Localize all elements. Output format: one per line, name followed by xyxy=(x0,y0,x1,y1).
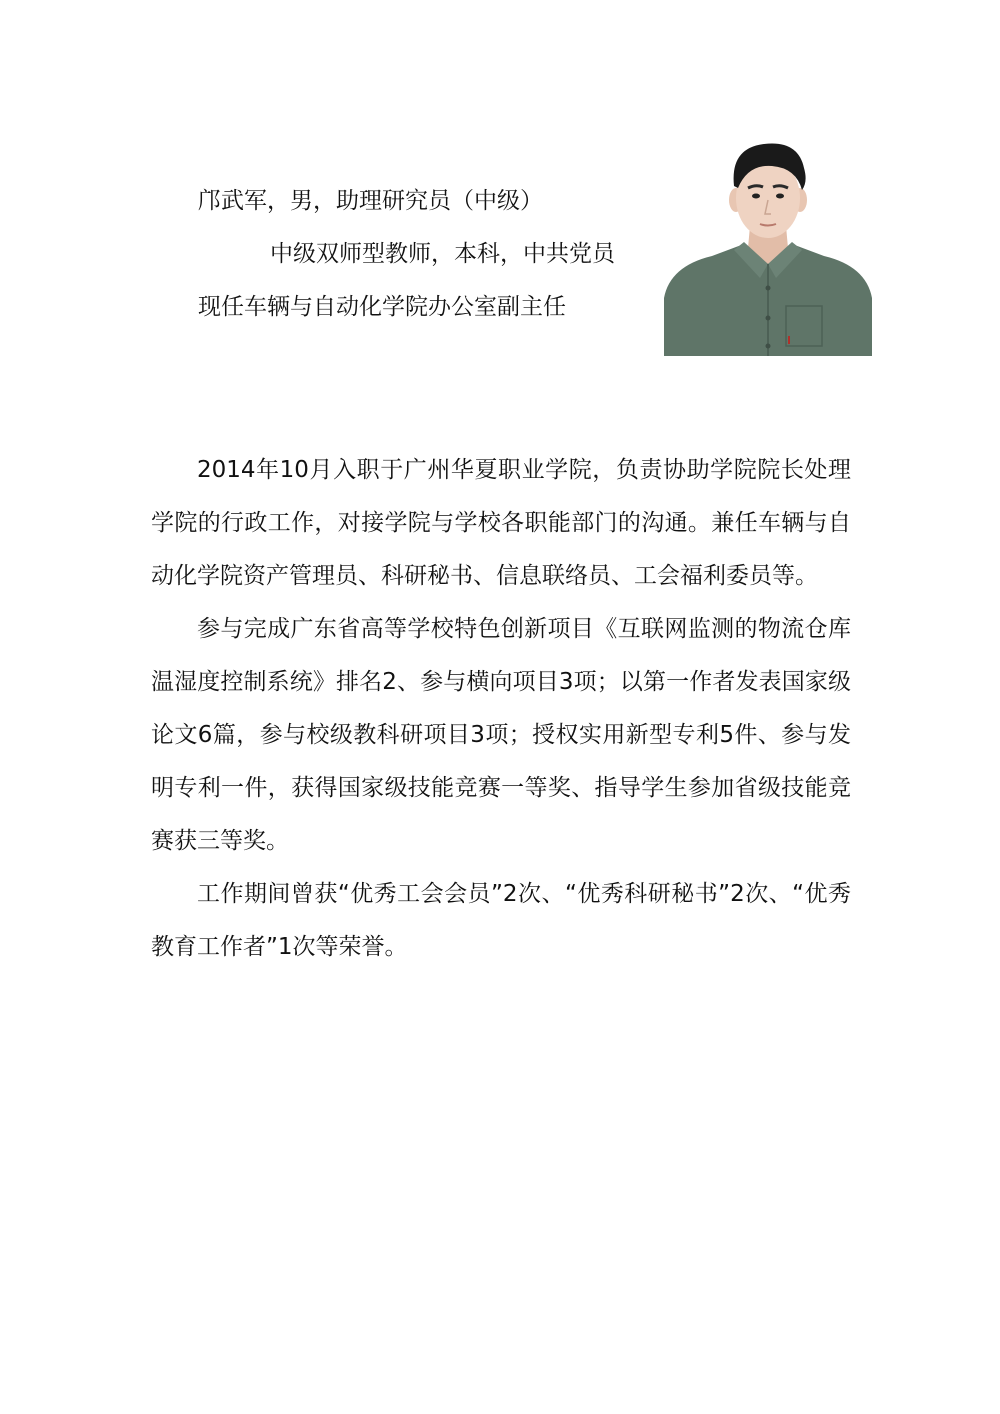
bio-paragraph-honors: 工作期间曾获“优秀工会会员”2次、“优秀科研秘书”2次、“优秀教育工作者”1次等荣誉。 xyxy=(151,881,851,960)
name-gender-title: 邝武军，男，助理研究员（中级） xyxy=(198,188,543,214)
portrait-illustration xyxy=(664,138,872,356)
biography-text xyxy=(151,444,851,974)
current-position: 现任车辆与自动化学院办公室副主任 xyxy=(198,294,566,320)
bio-paragraph-employment: 2014年10月入职于广州华夏职业学院，负责协助学院院长处理学院的行政工作，对接学院与学校各职能部门的沟通。兼任车辆与自动化学院资产管理员、科研秘书、信息联络员、工会福利委员等。 xyxy=(151,457,851,589)
teacher-qualification: 中级双师型教师，本科，中共党员 xyxy=(270,241,615,267)
bio-paragraph-research: 参与完成广东省高等学校特色创新项目《互联网监测的物流仓库温湿度控制系统》排名2、参与横向项目3项；以第一作者发表国家级论文6篇，参与校级教科研项目3项；授权实用新型专利5件、参与发明专利一件，获得国家级技能竞赛一等奖、指导学生参加省级技能竞赛获三等奖。 xyxy=(151,616,851,854)
portrait-photo xyxy=(664,138,872,356)
